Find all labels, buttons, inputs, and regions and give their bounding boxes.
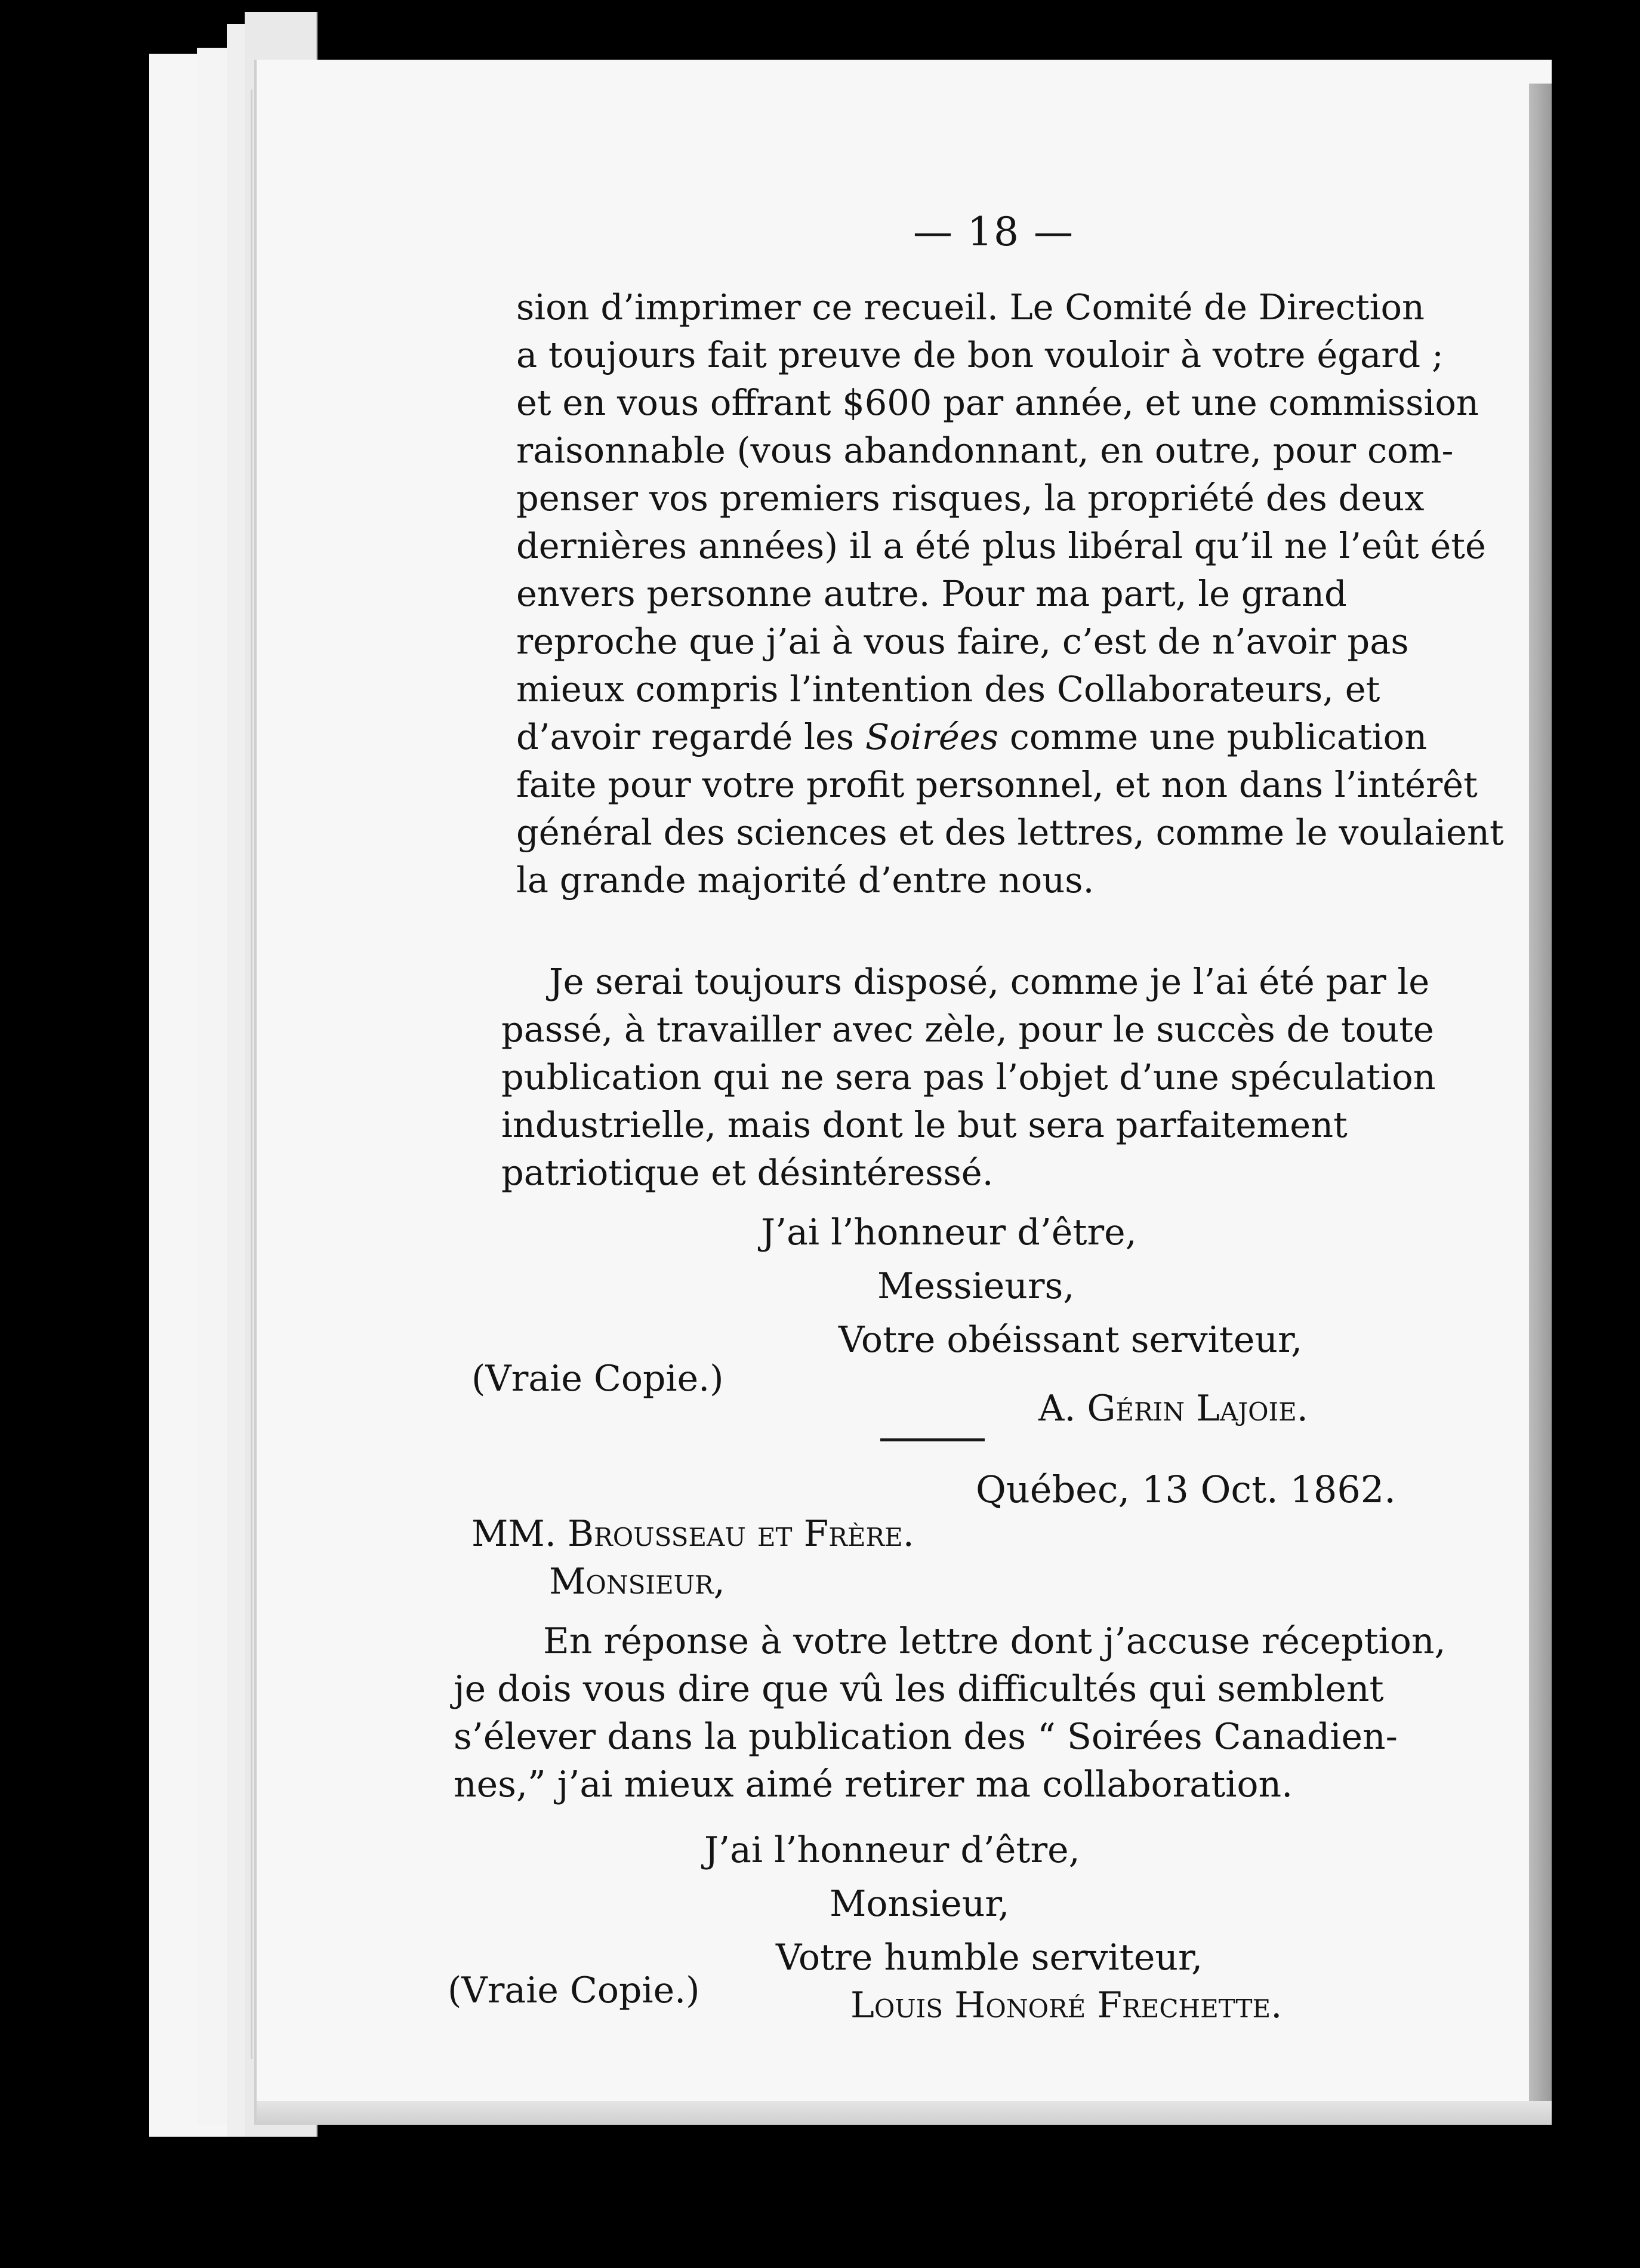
closing-line: Monsieur, — [830, 1883, 1010, 1925]
text-line: nes,” j’ai mieux aimé retirer ma collaboration. — [454, 1764, 1293, 1805]
text-segment: comme une publication — [1009, 716, 1428, 757]
salutation: Monsieur, — [549, 1561, 725, 1603]
page-shadow — [257, 2101, 1552, 2125]
text-line: penser vos premiers risques, la propriété des deux — [516, 477, 1425, 519]
closing-line: Votre humble serviteur, — [776, 1937, 1203, 1979]
text-segment: d’avoir regardé les — [516, 716, 855, 757]
text-line: s’élever dans la publication des “ Soirées Canadien- — [454, 1716, 1398, 1758]
text-line: passé, à travailler avec zèle, pour le succès de toute — [501, 1009, 1434, 1050]
closing-line: Votre obéissant serviteur, — [839, 1319, 1303, 1361]
page-number: — 18 — — [913, 209, 1074, 255]
text-line: a toujours fait preuve de bon vouloir à votre égard ; — [516, 334, 1444, 375]
true-copy-note: (Vraie Copie.) — [448, 1970, 700, 2011]
text-line: je dois vous dire que vû les difficultés qui semblent — [454, 1668, 1384, 1710]
text-line: général des sciences et des lettres, comme le voulaient — [516, 812, 1504, 853]
text-line: dernières années) il a été plus libéral qu’il ne l’eût été — [516, 525, 1486, 566]
letter-date: Québec, 13 Oct. 1862. — [976, 1468, 1396, 1511]
text-line: Je serai toujours disposé, comme je l’ai été par le — [549, 961, 1430, 1002]
recipient: MM. Brousseau et Frère. — [471, 1513, 914, 1555]
text-line: raisonnable (vous abandonnant, en outre, pour com- — [516, 430, 1454, 471]
text-line: sion d’imprimer ce recueil. Le Comité de Direction — [516, 286, 1425, 328]
text-line: reproche que j’ai à vous faire, c’est de n’avoir pas — [516, 621, 1409, 662]
true-copy-note: (Vraie Copie.) — [471, 1358, 724, 1400]
text-line: mieux compris l’intention des Collaborateurs, et — [516, 668, 1380, 710]
text-line: industrielle, mais dont le but sera parfaitement — [501, 1104, 1348, 1145]
signature: Louis Honoré Frechette. — [850, 1984, 1283, 2026]
text-line: patriotique et désintéressé. — [501, 1152, 994, 1193]
signature: A. Gérin Lajoie. — [1038, 1388, 1308, 1429]
text-line: faite pour votre profit personnel, et non dans l’intérêt — [516, 764, 1478, 805]
page-edge-line — [251, 90, 252, 2059]
text-line: envers personne autre. Pour ma part, le grand — [516, 573, 1347, 614]
separator-rule — [880, 1438, 985, 1441]
text-line: la grande majorité d’entre nous. — [516, 859, 1095, 901]
italic-title: Soirées — [865, 716, 999, 757]
text-line: En réponse à votre lettre dont j’accuse réception, — [543, 1620, 1446, 1662]
text-line: publication qui ne sera pas l’objet d’une spéculation — [501, 1056, 1436, 1098]
text-line: et en vous offrant $600 par année, et une commission — [516, 382, 1479, 423]
closing-line: J’ai l’honneur d’être, — [704, 1829, 1080, 1871]
page-shadow — [1529, 84, 1552, 2101]
closing-line: J’ai l’honneur d’être, — [761, 1212, 1137, 1253]
text-line — [516, 716, 1428, 757]
closing-line: Messieurs, — [877, 1265, 1075, 1307]
page — [257, 60, 1552, 2125]
